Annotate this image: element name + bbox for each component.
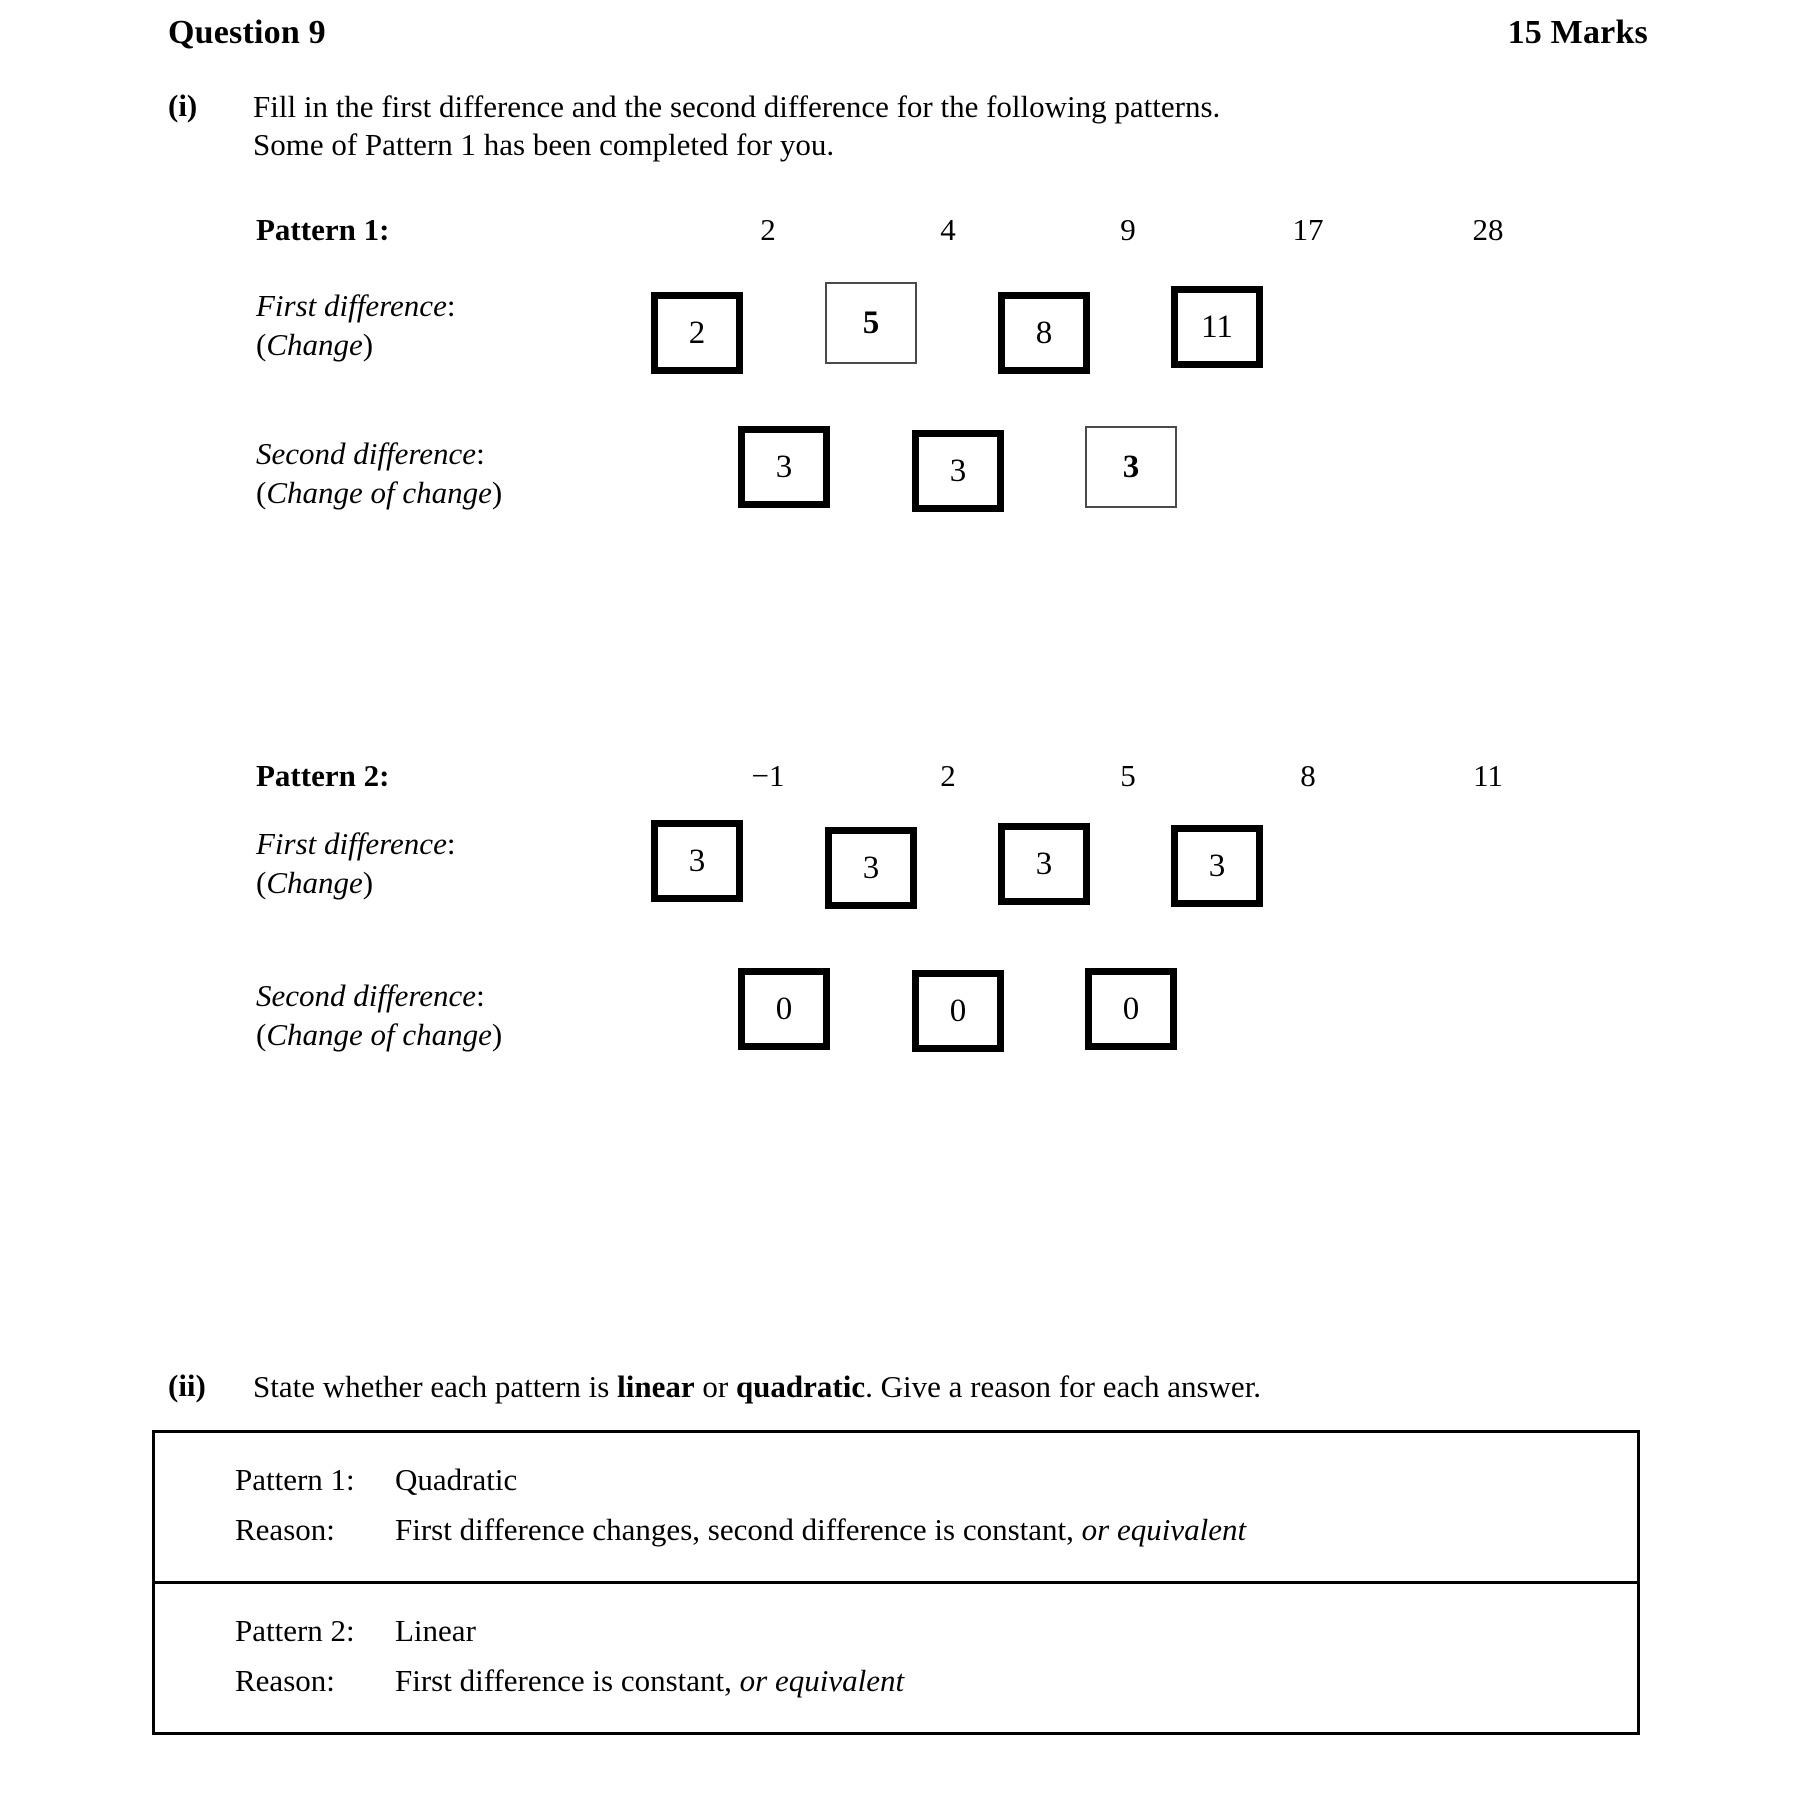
pattern-2-second-diff-box-2[interactable] [912,970,1004,1052]
part-ii-text [253,1368,1261,1406]
box-value: 2 [688,314,706,351]
answer-pattern-key: Pattern 1: [235,1462,355,1497]
pattern-2-title: Pattern 2: [256,758,390,793]
answer-table [152,1430,1640,1735]
paren-open: ( [256,327,267,363]
first-difference-text: First difference [256,288,447,323]
pattern-2-term-1: −1 [751,758,785,793]
paren-close: ) [491,475,503,511]
pattern-2-first-difference-section [168,810,1628,956]
pattern-2-second-difference-section [168,956,1628,1106]
box-value: 0 [1122,990,1140,1027]
pattern-1-term-2: 4 [940,212,956,247]
change-of-change-text: Change of change [266,1017,492,1053]
paren-close: ) [491,1017,503,1053]
second-difference-text: Second difference [256,978,477,1013]
first-difference-colon: : [446,288,456,323]
part-ii-bold-linear: linear [617,1369,695,1404]
box-value: 3 [688,842,706,879]
pattern-1-second-diff-box-2[interactable] [912,430,1004,512]
part-ii-label: (ii) [168,1368,206,1403]
second-difference-text: Second difference [256,436,477,471]
answer-reason-italic: or equivalent [739,1663,905,1698]
pattern-2-first-difference-label [256,824,455,902]
answer-reason-value [395,1663,1637,1699]
first-difference-colon: : [446,826,456,861]
pattern-1-second-diff-box-3[interactable] [1085,426,1177,508]
page-header [168,14,1648,52]
pattern-2-block [168,758,1628,1106]
pattern-2-term-4: 8 [1300,758,1316,793]
change-of-change-text: Change of change [266,475,492,511]
box-value: 3 [1035,845,1053,882]
box-value: 3 [862,849,880,886]
part-ii-text-after: . Give a reason for each answer. [865,1369,1262,1404]
change-text: Change [266,865,363,901]
pattern-1-term-3: 9 [1120,212,1136,247]
box-value: 0 [949,992,967,1029]
marks-label: 15 Marks [1507,14,1648,51]
part-i-label: (i) [168,88,198,123]
pattern-2-first-diff-box-1[interactable] [651,820,743,902]
part-i-line-2: Some of Pattern 1 has been completed for you. [253,127,835,163]
pattern-2-second-diff-box-3[interactable] [1085,968,1177,1050]
answer-reason-key: Reason: [235,1512,335,1547]
pattern-1-first-difference-section [168,264,1628,414]
answer-reason-line [155,1505,1637,1555]
paren-open: ( [256,865,267,901]
answer-pattern-value: Linear [395,1613,476,1648]
part-ii-text-before: State whether each pattern is [253,1369,618,1404]
page-title: Question 9 [168,14,326,51]
pattern-2-first-diff-box-4[interactable] [1171,825,1263,907]
part-ii-text-mid: or [694,1369,736,1404]
answer-reason-plain: First difference changes, second difference is constant, [395,1512,1082,1547]
pattern-1-block [168,212,1628,564]
part-ii-instruction [168,1368,1628,1406]
answer-reason-value [395,1512,1637,1548]
second-difference-colon: : [476,978,485,1013]
pattern-1-term-5: 28 [1472,212,1504,247]
box-value: 5 [862,304,880,341]
answer-pattern-value: Quadratic [395,1462,518,1497]
answer-reason-italic: or equivalent [1081,1512,1247,1547]
box-value: 3 [1208,847,1226,884]
paren-close: ) [362,865,374,901]
pattern-1-title: Pattern 1: [256,212,390,247]
change-text: Change [266,327,363,363]
pattern-1-sequence-row [168,212,1628,264]
pattern-2-term-5: 11 [1473,758,1503,793]
part-i-instruction [168,88,1628,164]
part-ii-bold-quadratic: quadratic [735,1369,866,1404]
box-value: 3 [949,452,967,489]
box-value: 0 [775,990,793,1027]
answer-pattern-line [155,1455,1637,1505]
pattern-1-term-4: 17 [1292,212,1324,247]
pattern-1-first-diff-box-3[interactable] [998,292,1090,374]
answer-pattern-line [155,1606,1637,1656]
second-difference-colon: : [476,436,485,471]
part-i-line-1: Fill in the first difference and the second difference for the following patterns. [253,89,1221,124]
paren-close: ) [362,327,374,363]
pattern-2-second-diff-box-1[interactable] [738,968,830,1050]
pattern-1-first-diff-box-4[interactable] [1171,286,1263,368]
answer-reason-line [155,1656,1637,1706]
pattern-2-sequence-row [168,758,1628,810]
answer-reason-plain: First difference is constant, [395,1663,740,1698]
pattern-2-second-difference-label [256,976,502,1054]
pattern-2-first-diff-box-2[interactable] [825,827,917,909]
box-value: 8 [1035,314,1053,351]
pattern-1-term-1: 2 [760,212,776,247]
part-i-text [253,88,1220,164]
pattern-1-second-difference-section [168,414,1628,564]
pattern-1-second-difference-label [256,434,502,512]
pattern-2-term-3: 5 [1120,758,1136,793]
answer-pattern-key: Pattern 2: [235,1613,355,1648]
box-value: 3 [775,448,793,485]
pattern-2-first-diff-box-3[interactable] [998,823,1090,905]
paren-open: ( [256,475,267,511]
paren-open: ( [256,1017,267,1053]
pattern-1-first-diff-box-1[interactable] [651,292,743,374]
answer-reason-key: Reason: [235,1663,335,1698]
pattern-2-term-2: 2 [940,758,956,793]
answer-row-pattern-2 [155,1581,1637,1732]
pattern-1-second-diff-box-1[interactable] [738,426,830,508]
pattern-1-first-difference-label [256,286,455,364]
answer-row-pattern-1 [155,1433,1637,1581]
pattern-1-first-diff-box-2[interactable] [825,282,917,364]
box-value: 11 [1201,308,1233,345]
first-difference-text: First difference [256,826,447,861]
box-value: 3 [1122,448,1140,485]
